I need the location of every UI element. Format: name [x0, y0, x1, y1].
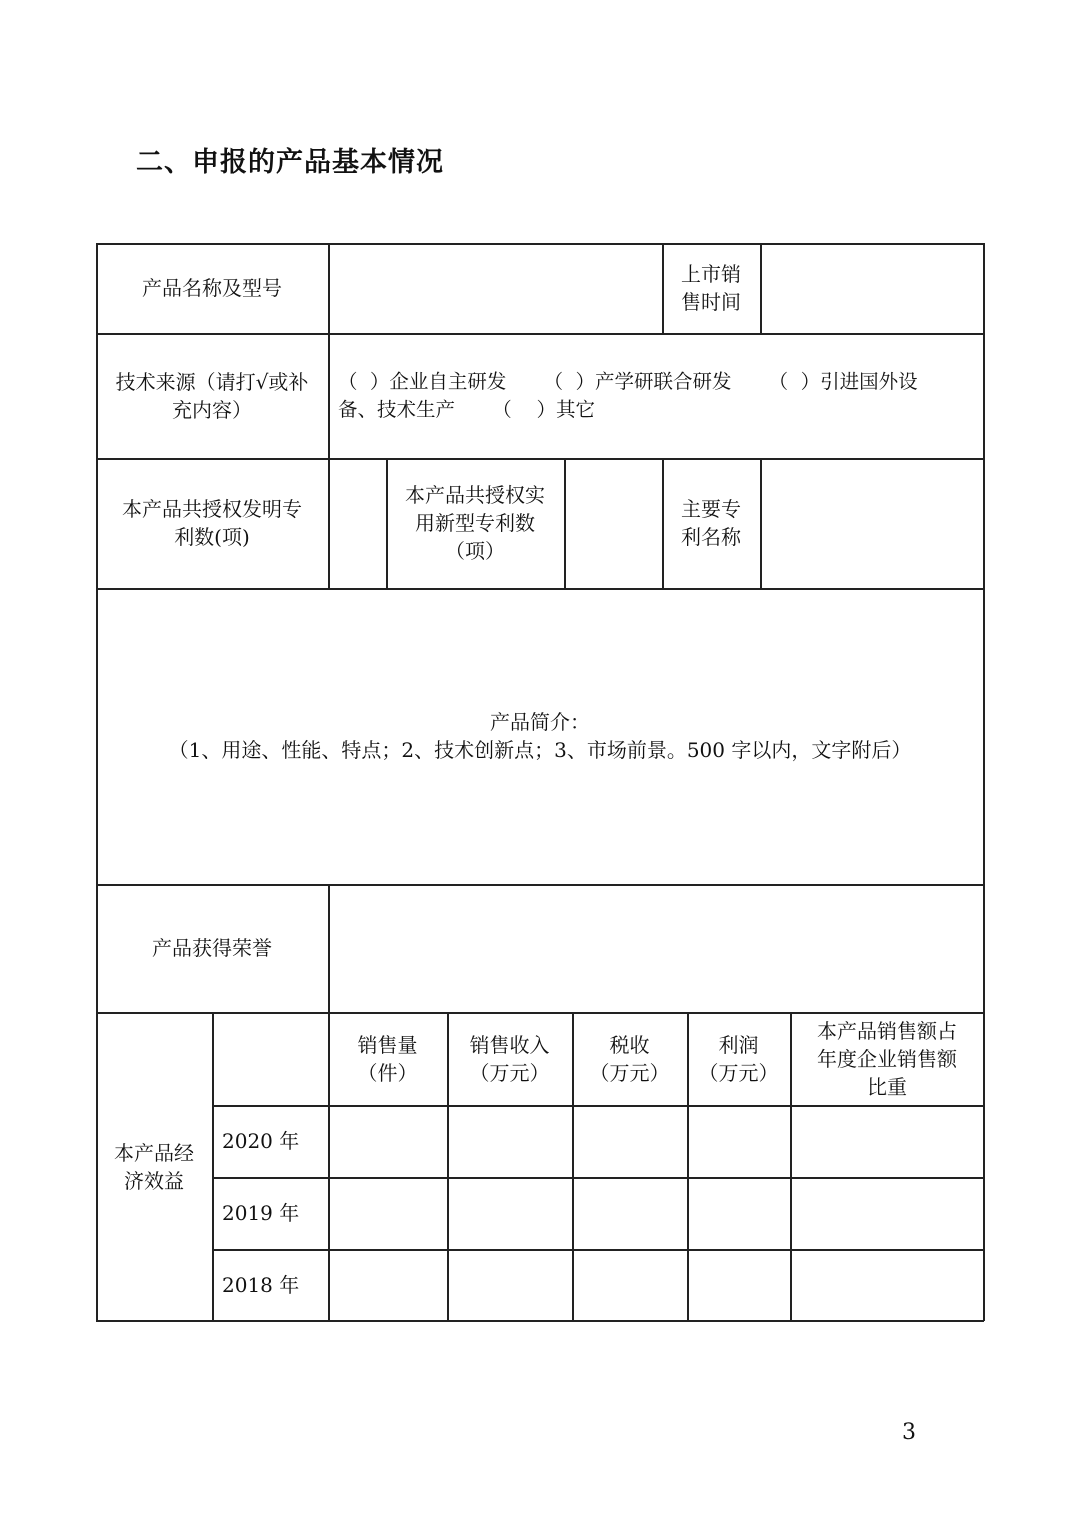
year-2019-label: 2019 年	[222, 1201, 300, 1225]
tech-source-label: 技术来源（请打√或补 充内容）	[115, 369, 309, 422]
header-sales-revenue: 销售收入 （万元）	[469, 1032, 550, 1085]
cell-2018-revenue[interactable]	[449, 1251, 571, 1319]
utility-patent-label: 本产品共授权实 用新型专利数 （项）	[405, 483, 545, 563]
honors-label: 产品获得荣誉	[152, 936, 272, 960]
cell-2018-share[interactable]	[792, 1251, 982, 1319]
cell-2019-share[interactable]	[792, 1179, 982, 1248]
header-tax: 税收 （万元）	[589, 1032, 670, 1085]
main-patent-field[interactable]	[762, 460, 982, 587]
cell-2018-volume[interactable]	[330, 1251, 446, 1319]
tech-source-options[interactable]: （ ）企业自主研发 （ ）产学研联合研发 （ ）引进国外设 备、技术生产 （ ）其它	[338, 369, 918, 421]
market-time-field[interactable]	[762, 245, 982, 332]
cell-2020-revenue[interactable]	[449, 1107, 571, 1176]
main-patent-label: 主要专 利名称	[681, 497, 741, 549]
honors-field[interactable]	[330, 886, 982, 1011]
product-intro-title: 产品简介：	[490, 710, 590, 734]
cell-2019-revenue[interactable]	[449, 1179, 571, 1248]
cell-2019-volume[interactable]	[330, 1179, 446, 1248]
product-name-label: 产品名称及型号	[142, 276, 282, 300]
header-profit: 利润 （万元）	[698, 1032, 779, 1085]
header-sales-share: 本产品销售额占 年度企业销售额 比重	[817, 1018, 957, 1099]
cell-2020-volume[interactable]	[330, 1107, 446, 1176]
col-divider	[212, 1012, 214, 1321]
page-number: 3	[902, 1420, 916, 1445]
cell-2020-share[interactable]	[792, 1107, 982, 1176]
cell-2020-profit[interactable]	[689, 1107, 789, 1176]
section-heading: 二、申报的产品基本情况	[136, 147, 444, 178]
cell-2020-tax[interactable]	[574, 1107, 686, 1176]
cell-2019-profit[interactable]	[689, 1179, 789, 1248]
utility-patent-field[interactable]	[566, 460, 661, 587]
cell-2018-profit[interactable]	[689, 1251, 789, 1319]
year-2020-label: 2020 年	[222, 1129, 300, 1153]
market-time-label: 上市销 售时间	[681, 262, 741, 314]
header-sales-volume: 销售量 （件）	[357, 1032, 418, 1085]
cell-2019-tax[interactable]	[574, 1179, 686, 1248]
cell-2018-tax[interactable]	[574, 1251, 686, 1319]
product-info-form	[96, 243, 984, 1321]
product-intro-area[interactable]	[96, 588, 984, 884]
col-divider	[328, 333, 330, 458]
invention-patent-label: 本产品共授权发明专 利数(项)	[122, 497, 302, 549]
product-name-field[interactable]	[330, 245, 661, 332]
invention-patent-field[interactable]	[330, 460, 385, 587]
product-intro-hint: （1、用途、性能、特点；2、技术创新点；3、市场前景。500 字以内，文字附后）	[168, 738, 912, 762]
economics-label: 本产品经 济效益	[114, 1140, 194, 1193]
year-2018-label: 2018 年	[222, 1273, 300, 1297]
